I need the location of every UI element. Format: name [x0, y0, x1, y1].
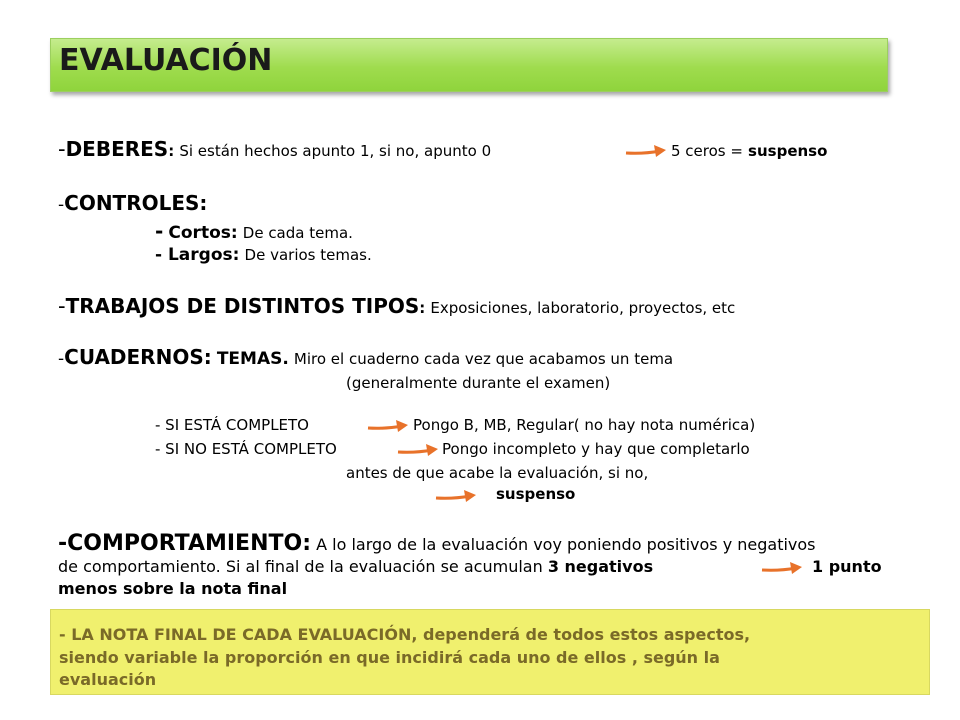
comportamiento-text3: menos sobre la nota final — [58, 579, 288, 598]
page-title: EVALUACIÓN — [59, 43, 273, 78]
incompleto-result2: antes de que acabe la evaluación, si no, — [346, 464, 649, 482]
nota-final-line2: siendo variable la proporción en que incidirá cada uno de ellos , según la — [59, 648, 720, 667]
arrow-right-icon — [760, 560, 804, 576]
largos-label: - Largos: — [155, 245, 240, 265]
comportamiento-label: -COMPORTAMIENTO: — [58, 531, 311, 556]
arrow-right-icon — [366, 418, 410, 434]
comportamiento-line2: de comportamiento. Si al final de la evaluación se acumulan 3 negativos — [58, 557, 654, 576]
cuadernos-text2: (generalmente durante el examen) — [346, 374, 611, 392]
arrow-right-icon — [396, 442, 440, 458]
cuadernos-temas: TEMAS. — [216, 349, 289, 369]
controles-label: CONTROLES: — [64, 191, 208, 215]
deberes-label: DEBERES — [65, 137, 169, 161]
cuadernos-line: -CUADERNOS: TEMAS. Miro el cuaderno cada vez que acabamos un tema — [58, 345, 674, 369]
incompleto-label: - SI NO ESTÁ COMPLETO — [155, 440, 337, 458]
deberes-result: 5 ceros = suspenso — [671, 142, 828, 160]
controles-line: -CONTROLES: — [58, 191, 208, 215]
incompleto-final: suspenso — [496, 485, 576, 503]
completo-result: Pongo B, MB, Regular( no hay nota numérica) — [413, 416, 756, 434]
deberes-line: -DEBERES: Si están hechos apunto 1, si no, apunto 0 — [58, 137, 492, 161]
comportamiento-punto: 1 punto — [812, 557, 882, 576]
deberes-text: Si están hechos apunto 1, si no, apunto 0 — [179, 142, 492, 160]
nota-final-line1: - LA NOTA FINAL DE CADA EVALUACIÓN, dependerá de todos estos aspectos, — [59, 625, 751, 644]
incompleto-result: Pongo incompleto y hay que completarlo — [442, 440, 750, 458]
title-banner — [50, 38, 888, 92]
arrow-right-icon — [624, 143, 668, 159]
cuadernos-text1: Miro el cuaderno cada vez que acabamos un tema — [293, 350, 674, 368]
trabajos-label: TRABAJOS DE DISTINTOS TIPOS — [65, 294, 420, 318]
cortos-line: - Cortos: De cada tema. — [155, 219, 353, 243]
completo-label: - SI ESTÁ COMPLETO — [155, 416, 309, 434]
nota-final-box — [50, 609, 930, 695]
arrow-right-icon — [434, 488, 478, 504]
largos-text: De varios temas. — [244, 246, 372, 264]
cuadernos-label: CUADERNOS: — [64, 345, 212, 369]
nota-final-line3: evaluación — [59, 670, 157, 689]
largos-line — [155, 245, 372, 265]
trabajos-line: -TRABAJOS DE DISTINTOS TIPOS: Exposiciones, laboratorio, proyectos, etc — [58, 294, 736, 318]
cortos-label: Cortos: — [168, 223, 238, 243]
comportamiento-negativos: 3 negativos — [547, 557, 654, 576]
cortos-text: De cada tema. — [242, 224, 353, 242]
comportamiento-line1: -COMPORTAMIENTO: A lo largo de la evaluación voy poniendo positivos y negativos — [58, 531, 816, 556]
trabajos-text: Exposiciones, laboratorio, proyectos, etc — [430, 299, 736, 317]
